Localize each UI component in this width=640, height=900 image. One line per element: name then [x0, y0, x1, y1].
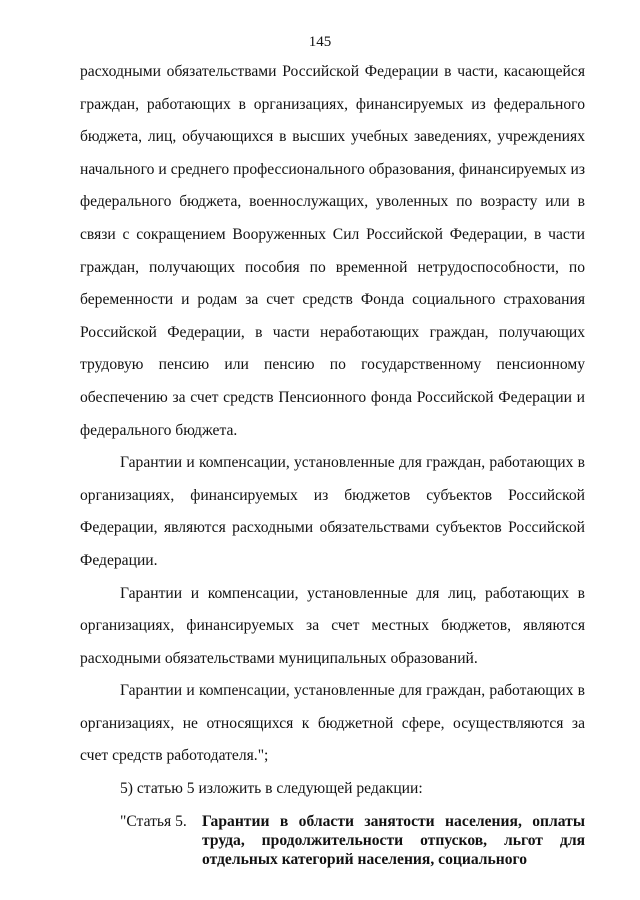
- paragraph-employer-guarantees: Гарантии и компенсации, установленные для граждан, работающих в организациях, не относящихся к бюджетной сфере, осуществляются за счет средств работодателя.";: [80, 682, 585, 765]
- paragraph-amendment-item: 5) статью 5 изложить в следующей редакции:: [120, 780, 423, 798]
- document-body: [80, 56, 585, 869]
- paragraph-municipal-guarantees: Гарантии и компенсации, установленные для лиц, работающих в организациях, финансируемых за счет местных бюджетов, являются расходными обязательствами муниципальных образований.: [80, 584, 585, 667]
- paragraph-regional-guarantees: Гарантии и компенсации, установленные для граждан, работающих в организациях, финансируемых из бюджетов субъектов Российской Федерации, являются расходными обязательствами субъектов Российской Федерации.: [80, 454, 585, 569]
- article-label: "Статья 5.: [120, 812, 187, 830]
- article-title: Гарантии в области занятости населения, оплаты труда, продолжительности отпусков, льгот для отдельных категорий населения, социального: [202, 812, 585, 868]
- paragraph-continuation: расходными обязательствами Российской Федерации в части, касающейся граждан, работающих в организациях, финансируемых из федерального бюджета, лиц, обучающихся в высших учебных заведениях, учреждениях начального и среднего профессионального образования, финансируемых из федерального бюджета, военнослужащих, уволенных по возрасту или в связи с сокращением Вооруженных Сил Российской Федерации, в части граждан, получающих пособия по временной нетрудоспособности, по беременности и родам за счет средств Фонда социального страхования Российской Федерации, в части неработающих граждан, получающих трудовую пенсию или пенсию по государственному пенсионному обеспечению за счет средств Пенсионного фонда Российской Федерации и федерального бюджета.: [80, 63, 585, 439]
- page-number: 145: [308, 34, 332, 50]
- article-heading: [80, 806, 585, 869]
